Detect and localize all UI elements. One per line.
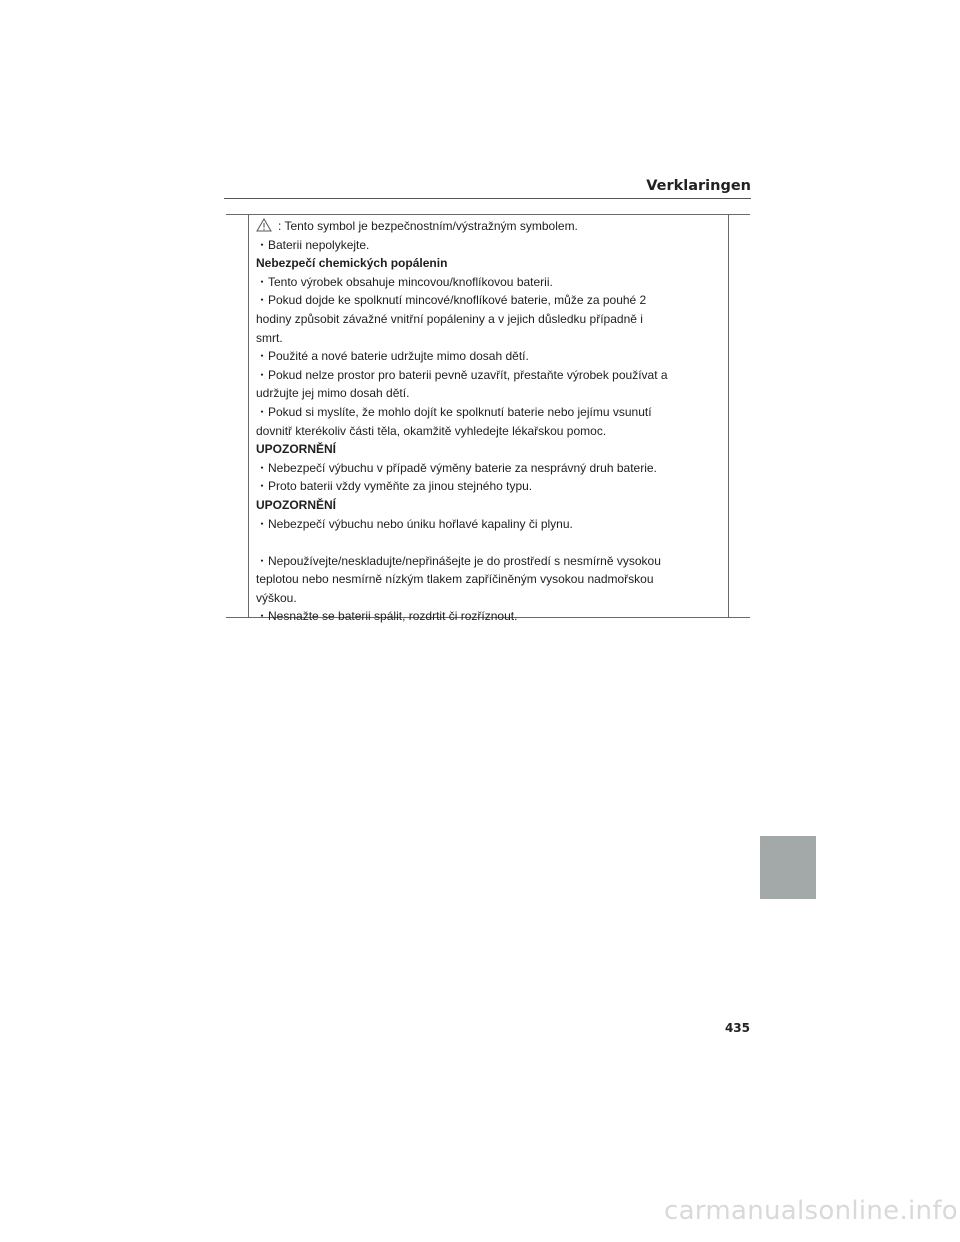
chapter-side-tab <box>760 836 816 899</box>
warning-heading: UPOZORNĚNÍ <box>256 497 337 512</box>
header-divider <box>224 198 751 199</box>
warning-heading: Nebezpečí chemických popálenin <box>256 256 448 271</box>
warning-line: ・Nepoužívejte/neskladujte/nepřinášejte je do prostředí s nesmírně vysokou <box>256 553 661 568</box>
warning-line: ・Pokud dojde ke spolknutí mincové/knoflíkové baterie, může za pouhé 2 <box>256 293 647 308</box>
warning-line: ・Proto baterii vždy vyměňte za jinou stejného typu. <box>256 479 533 494</box>
warning-triangle-icon <box>256 218 272 232</box>
warning-line: ・Použité a nové baterie udržujte mimo dosah dětí. <box>256 349 529 364</box>
page-number: 435 <box>724 1021 750 1035</box>
warning-line: ・Pokud nelze prostor pro baterii pevně uzavřít, přestaňte výrobek používat a <box>256 367 668 382</box>
symbol-description-line <box>256 217 726 236</box>
warning-line: ・Tento výrobek obsahuje mincovou/knoflíkovou baterii. <box>256 274 553 289</box>
warning-line: teplotou nebo nesmírně nízkým tlakem zapříčiněným vysokou nadmořskou <box>256 572 654 587</box>
warning-line: výškou. <box>256 590 297 605</box>
watermark-text: carmanualsonline.info <box>663 1196 958 1226</box>
warning-line: ・Baterii nepolykejte. <box>256 237 370 252</box>
warning-line: dovnitř kterékoliv části těla, okamžitě vyhledejte lékařskou pomoc. <box>256 423 607 438</box>
symbol-description-text: : Tento symbol je bezpečnostním/výstražným symbolem. <box>278 219 578 233</box>
warning-line: udržujte jej mimo dosah dětí. <box>256 386 410 401</box>
warning-line: smrt. <box>256 330 283 345</box>
table-left-border <box>248 215 249 617</box>
warning-line <box>256 533 726 552</box>
warning-line: hodiny způsobit závažné vnitřní popáleniny a v jejich důsledku případně i <box>256 311 643 326</box>
battery-warning-box <box>226 214 750 624</box>
table-right-border <box>728 215 729 617</box>
warning-line: ・Pokud si myslíte, že mohlo dojít ke spolknutí baterie nebo jejímu vsunutí <box>256 404 652 419</box>
warning-line: ・Nesnažte se baterii spálit, rozdrtit či rozříznout. <box>256 609 518 624</box>
section-title: Verklaringen <box>646 178 751 194</box>
warning-line: ・Nebezpečí výbuchu nebo úniku hořlavé kapaliny či plynu. <box>256 516 573 531</box>
warning-text-block <box>256 217 726 626</box>
warning-heading: UPOZORNĚNÍ <box>256 442 337 457</box>
warning-line: ・Nebezpečí výbuchu v případě výměny baterie za nesprávný druh baterie. <box>256 460 657 475</box>
